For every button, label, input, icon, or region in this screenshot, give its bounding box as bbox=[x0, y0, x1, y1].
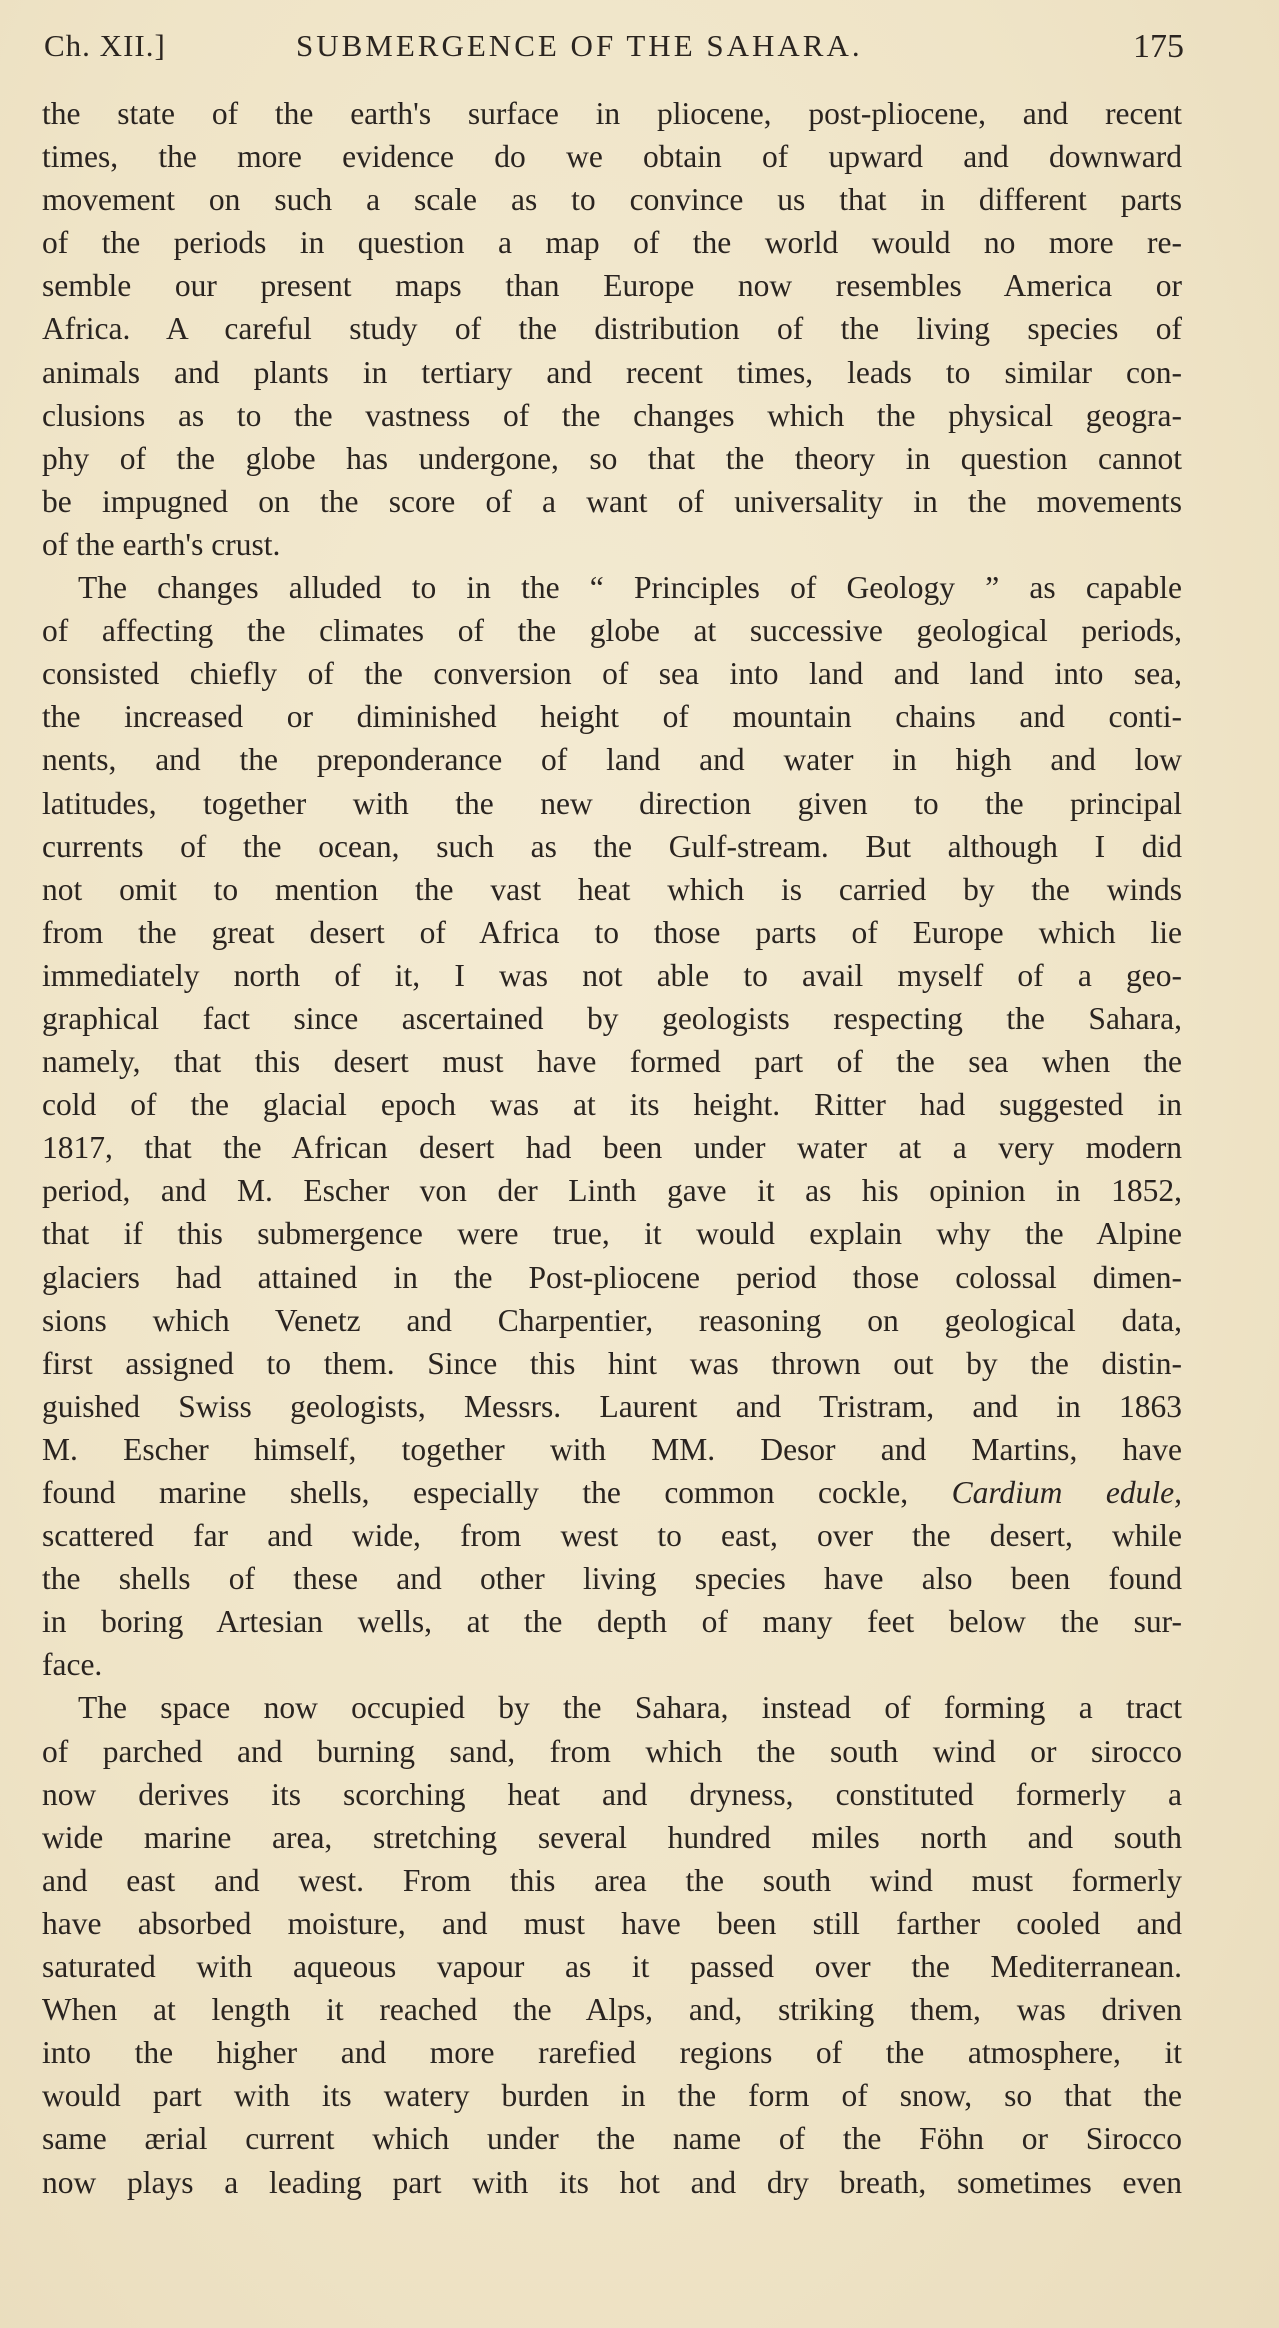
text-line: of parched and burning sand, from which the south wind or sirocco bbox=[42, 1733, 1182, 1769]
text-line: from the great desert of Africa to those parts of Europe which lie bbox=[42, 914, 1182, 950]
text-line: saturated with aqueous vapour as it passed over the Mediterranean. bbox=[42, 1949, 1182, 1985]
text-line: semble our present maps than Europe now resembles America or bbox=[42, 268, 1182, 304]
text-line: graphical fact since ascertained by geologists respecting the Sahara, bbox=[42, 1000, 1182, 1036]
text-line: of the periods in question a map of the world would no more re- bbox=[42, 225, 1182, 261]
text-line: not omit to mention the vast heat which is carried by the winds bbox=[42, 871, 1182, 907]
text-line: Africa. A careful study of the distribution of the living species of bbox=[42, 311, 1182, 347]
text-line: of the earth's crust. bbox=[42, 526, 281, 562]
running-title: SUBMERGENCE OF THE SAHARA. bbox=[296, 28, 863, 63]
text-line: currents of the ocean, such as the Gulf-stream. But although I did bbox=[42, 828, 1182, 864]
text-line-with-italic bbox=[42, 1471, 1182, 1514]
species-name-italic: Cardium edule, bbox=[951, 1475, 1182, 1510]
text-line: period, and M. Escher von der Linth gave it as his opinion in 1852, bbox=[42, 1173, 1182, 1209]
text-line: the state of the earth's surface in pliocene, post-pliocene, and recent bbox=[42, 96, 1182, 131]
text-segment: found marine shells, especially the common cockle, bbox=[42, 1475, 909, 1510]
text-line: wide marine area, stretching several hundred miles north and south bbox=[42, 1819, 1182, 1855]
text-line: same ærial current which under the name of the Föhn or Sirocco bbox=[42, 2121, 1182, 2157]
text-line: face. bbox=[42, 1647, 103, 1683]
text-line: now plays a leading part with its hot and dry breath, sometimes even bbox=[42, 2164, 1182, 2200]
text-line: in boring Artesian wells, at the depth of many feet below the sur- bbox=[42, 1604, 1182, 1640]
text-line: namely, that this desert must have formed part of the sea when the bbox=[42, 1044, 1182, 1080]
text-line: scattered far and wide, from west to east, over the desert, while bbox=[42, 1518, 1182, 1554]
text-line: 1817, that the African desert had been under water at a very modern bbox=[42, 1130, 1182, 1166]
text-line: movement on such a scale as to convince us that in different parts bbox=[42, 182, 1182, 218]
text-line: nents, and the preponderance of land and water in high and low bbox=[42, 742, 1182, 778]
text-line: cold of the glacial epoch was at its height. Ritter had suggested in bbox=[42, 1087, 1182, 1123]
text-line: have absorbed moisture, and must have been still farther cooled and bbox=[42, 1905, 1182, 1941]
text-line: be impugned on the score of a want of universality in the movements bbox=[42, 483, 1182, 519]
text-line: first assigned to them. Since this hint was thrown out by the distin- bbox=[42, 1345, 1182, 1381]
text-line: latitudes, together with the new direction given to the principal bbox=[42, 785, 1182, 821]
text-line: of affecting the climates of the globe at successive geological periods, bbox=[42, 613, 1182, 649]
text-line: M. Escher himself, together with MM. Desor and Martins, have bbox=[42, 1431, 1182, 1467]
text-line: into the higher and more rarefied regions of the atmosphere, it bbox=[42, 2035, 1182, 2071]
running-header bbox=[44, 28, 1184, 80]
text-line: immediately north of it, I was not able to avail myself of a geo- bbox=[42, 957, 1182, 993]
text-line: phy of the globe has undergone, so that the theory in question cannot bbox=[42, 440, 1182, 476]
page-number: 175 bbox=[1133, 28, 1184, 65]
text-line: and east and west. From this area the south wind must formerly bbox=[42, 1862, 1182, 1898]
text-line: sions which Venetz and Charpentier, reasoning on geological data, bbox=[42, 1302, 1182, 1338]
body-text bbox=[42, 92, 1182, 2204]
text-line: that if this submergence were true, it would explain why the Alpine bbox=[42, 1216, 1182, 1252]
text-line: The space now occupied by the Sahara, instead of forming a tract bbox=[78, 1690, 1182, 1726]
text-line: the shells of these and other living species have also been found bbox=[42, 1561, 1182, 1597]
text-line: glaciers had attained in the Post-pliocene period those colossal dimen- bbox=[42, 1259, 1182, 1295]
text-line: guished Swiss geologists, Messrs. Laurent and Tristram, and in 1863 bbox=[42, 1388, 1182, 1424]
text-line: The changes alluded to in the “ Principles of Geology ” as capable bbox=[78, 570, 1182, 606]
text-line: clusions as to the vastness of the changes which the physical geogra- bbox=[42, 397, 1182, 433]
chapter-label: Ch. XII.] bbox=[44, 28, 166, 63]
text-line: now derives its scorching heat and dryness, constituted formerly a bbox=[42, 1776, 1182, 1812]
text-line: the increased or diminished height of mountain chains and conti- bbox=[42, 699, 1182, 735]
text-line: animals and plants in tertiary and recent times, leads to similar con- bbox=[42, 354, 1182, 390]
text-line: times, the more evidence do we obtain of upward and downward bbox=[42, 139, 1182, 175]
text-line: would part with its watery burden in the form of snow, so that the bbox=[42, 2078, 1182, 2114]
text-line: consisted chiefly of the conversion of sea into land and land into sea, bbox=[42, 656, 1182, 692]
text-line: When at length it reached the Alps, and, striking them, was driven bbox=[42, 1992, 1182, 2028]
